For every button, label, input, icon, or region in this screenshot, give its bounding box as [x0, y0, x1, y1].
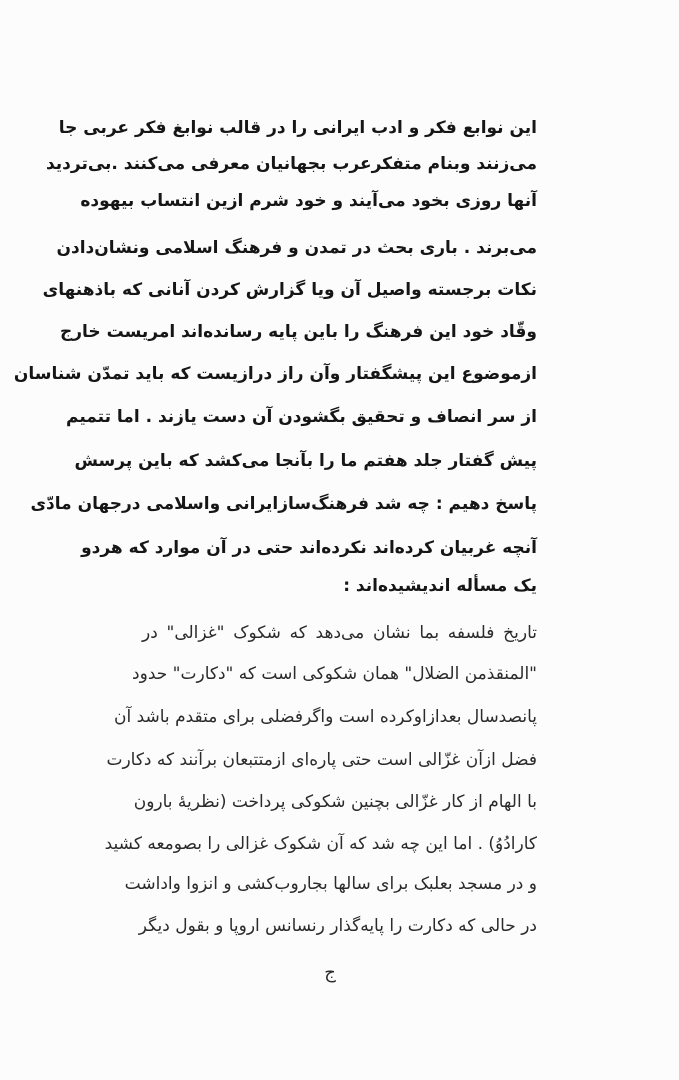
text-line: آنها روزی بخود می‌آیند و خود شرم ازین انتساب بیهوده: [80, 191, 537, 211]
text-line: و در مسجد بعلبک برای سالها بجاروب‌کشی و انزوا واداشت: [124, 874, 537, 894]
text-line: یک مسأله اندیشیده‌اند :: [343, 576, 537, 596]
page-number: ج: [324, 962, 336, 983]
text-line: می‌زنند وبنام متفکرعرب بجهانیان معرفی می‌کنند .بی‌تردید: [45, 154, 537, 174]
text-line: پاسخ دهیم : چه شد فرهنگ‌سازایرانی واسلامی درجهان مادّی: [30, 494, 537, 514]
text-line: نکات برجسته واصیل آن ویا گزارش کردن آنانی که باذهنهای: [42, 280, 537, 300]
text-line: تاریخ فلسفه بما نشان می‌دهد که شکوک "غزالی" در: [142, 623, 537, 643]
text-line: ازموضوع این پیشگفتار وآن راز درازیست که باید تمدّن شناسان: [13, 364, 537, 384]
text-line: فضل ازآن غزّالی است حتی پاره‌ای ازمتتبعان برآنند که دکارت: [106, 750, 537, 770]
text-line: کارادُوُ) . اما این چه شد که آن شکوک غزالی را بصومعه کشید: [104, 834, 537, 854]
text-line: می‌برند . باری بحث در تمدن و فرهنگ اسلامی ونشان‌دادن: [56, 238, 537, 258]
text-line: آنچه غربیان کرده‌اند نکرده‌اند حتی در آن موارد که هردو: [81, 538, 537, 558]
text-line: از سر انصاف و تحقیق بگشودن آن دست یازند . اما تتمیم: [66, 407, 537, 427]
text-line: این نوابع فکر و ادب ایرانی را در قالب نوابغ فکر عربی جا: [58, 118, 537, 138]
text-line: با الهام از کار غزّالی بچنین شکوکی پرداخت (نظریهٔ بارون: [133, 792, 537, 812]
text-line: پیش گفتار جلد هفتم ما را بآنجا می‌کشد که باین پرسش: [74, 451, 537, 471]
text-line: در حالی که دکارت را پایه‌گذار رنسانس اروپا و بقول دیگر: [138, 916, 537, 936]
text-line: پانصدسال بعدازاوکرده است واگرفضلی برای متقدم باشد آن: [113, 707, 537, 727]
text-line: "المنقذمن الضلال" همان شکوکی است که "دکارت" حدود: [132, 664, 537, 684]
text-line: وقّاد خود این فرهنگ را باین پایه رسانده‌اند امریست خارج: [59, 322, 537, 342]
